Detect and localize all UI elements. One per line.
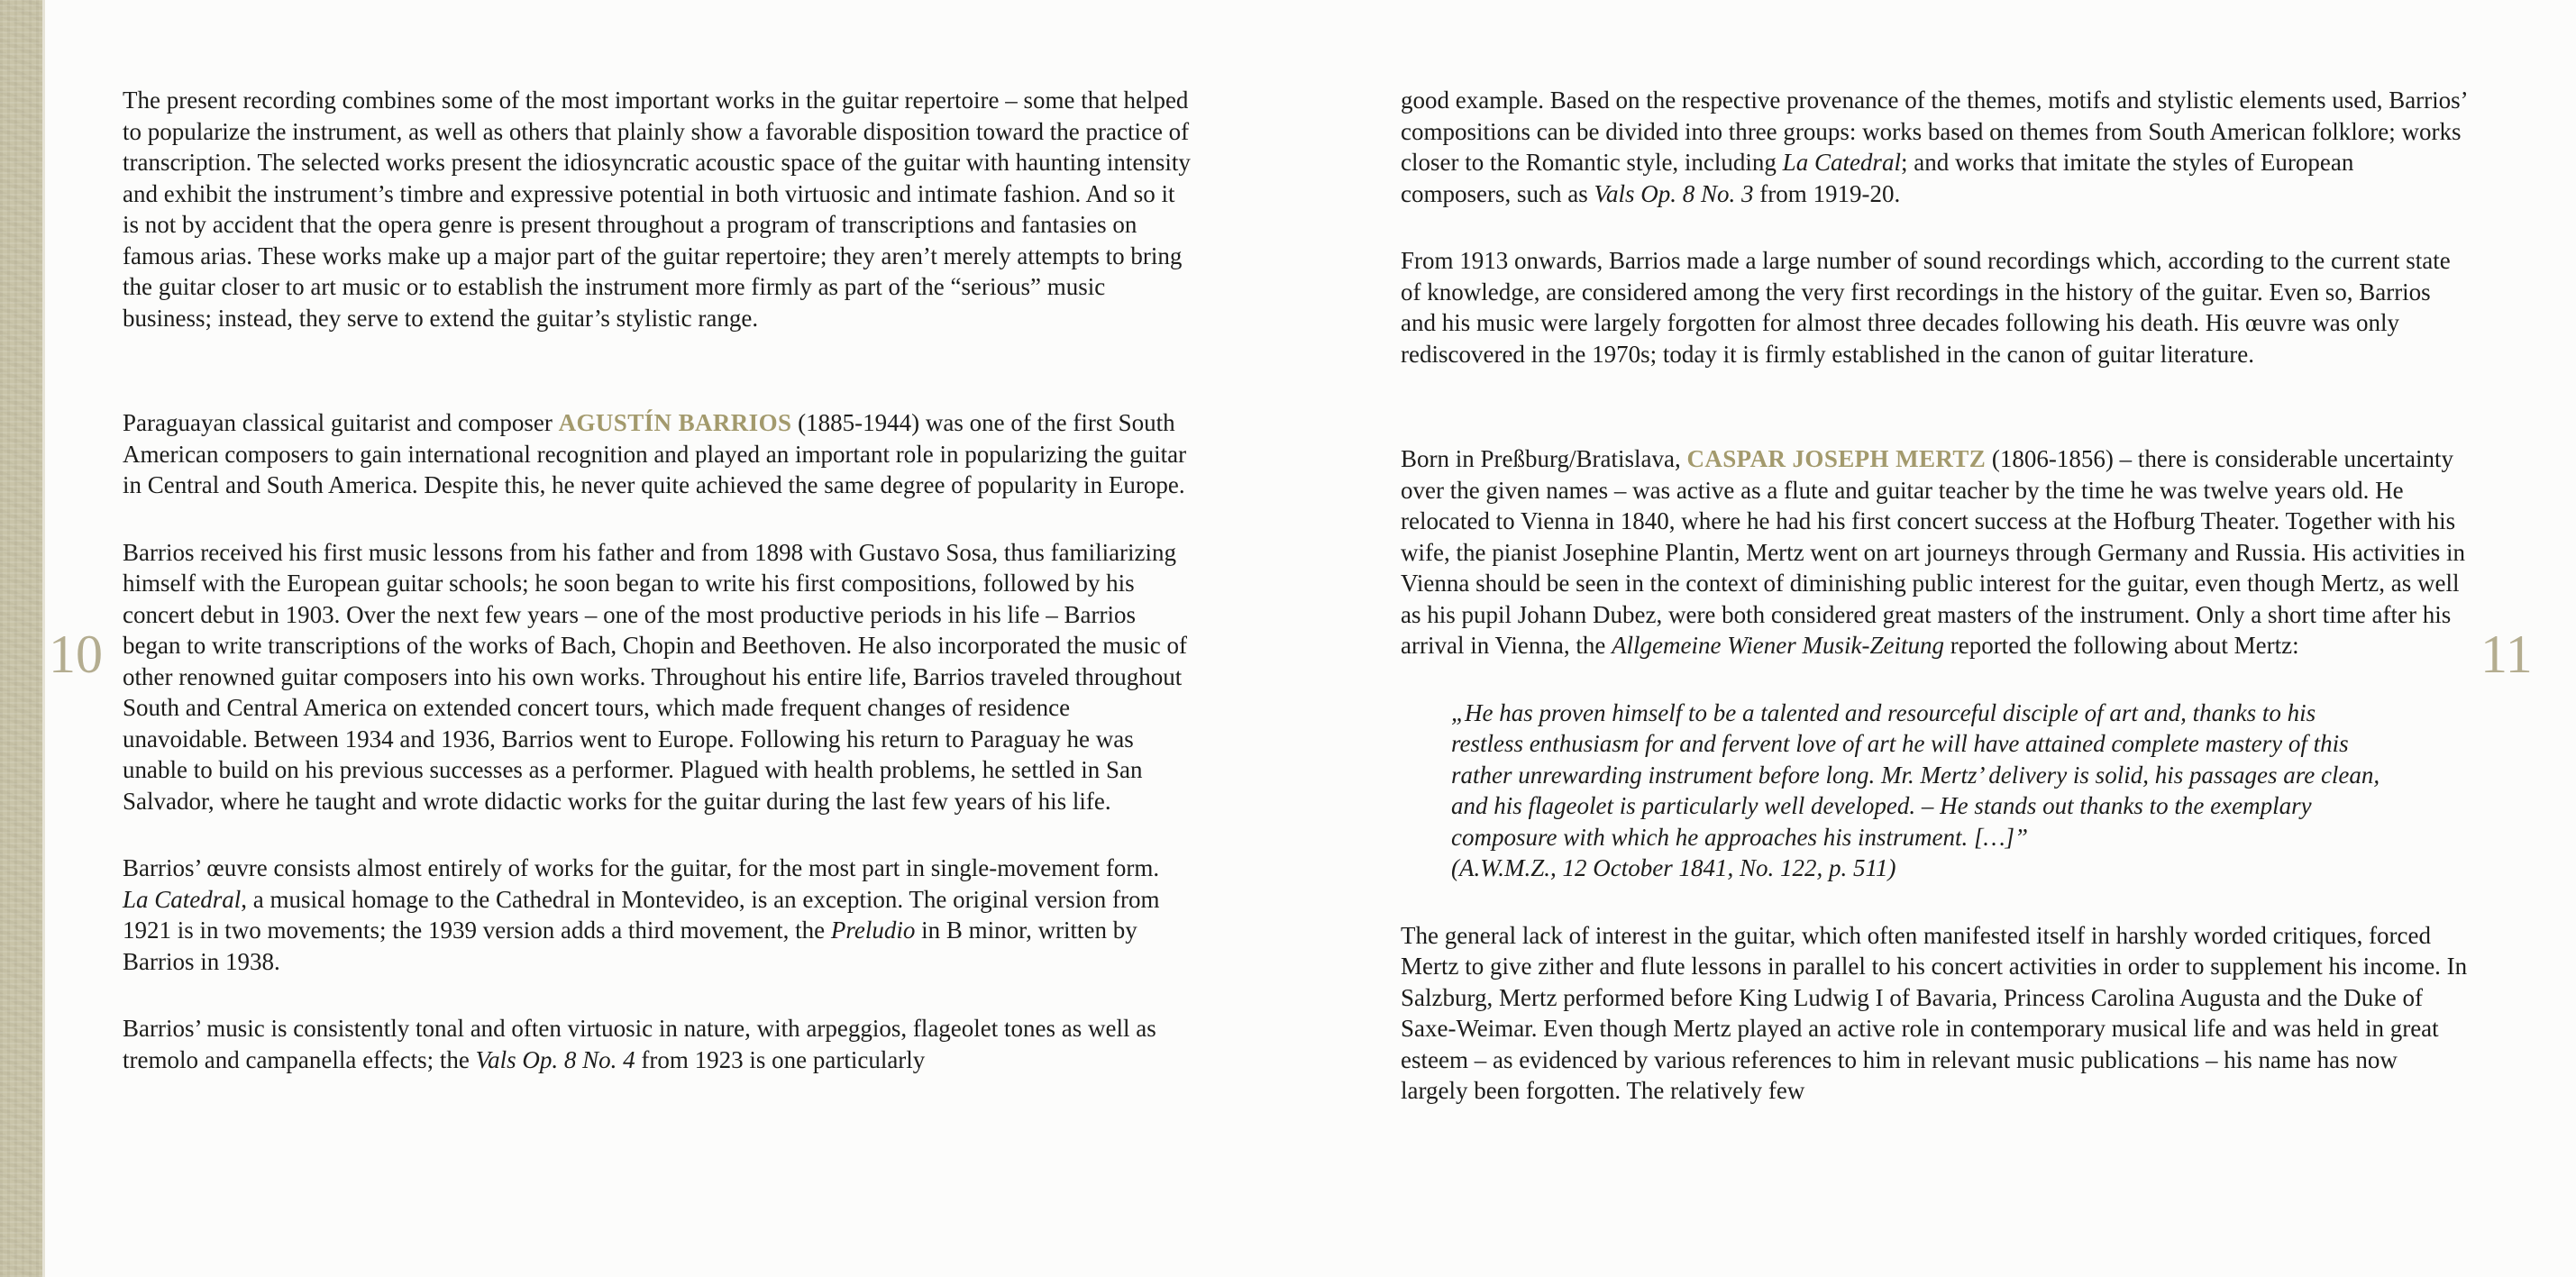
text-run: „He has proven himself to be a talented and resourceful disciple of art and, thanks to his restless enthusiasm for and fervent love of art he will have attained complete mastery of this rather unrewarding instrument before long. Mr. Mertz’ delivery is solid, his passages are clean, and his flageolet is particularly well developed. – He stands out thanks to the exemplary composure with which he approaches his instrument. […]” bbox=[1451, 698, 2380, 851]
text-run: (A.W.M.Z., 12 October 1841, No. 122, p. 511) bbox=[1451, 854, 1896, 881]
composer-name-accent: AGUSTÍN BARRIOS bbox=[558, 409, 792, 436]
text-run: The present recording combines some of the most important works in the guitar repertoire – some that helped to popularize the instrument, as well as others that plainly show a favorable disposition toward the practice of transcription. The selected works present the idiosyncratic acoustic space of the guitar with haunting intensity and exhibit the instrument’s timbre and expressive potential in both virtuosic and intimate fashion. And so it is not by accident that the opera genre is present throughout a program of transcriptions and fantasies on famous arias. These works make up a major part of the guitar repertoire; they aren’t merely attempts to bring the guitar closer to art music or to establish the instrument more firmly as part of the “serious” music business; instead, they serve to extend the guitar’s stylistic range. bbox=[123, 87, 1191, 332]
text-run: Barrios’ music is consistently tonal and often virtuosic in nature, with arpeggios, flageolet tones as well as tremolo and campanella effects; the bbox=[123, 1015, 1156, 1073]
paragraph-recording-intro bbox=[123, 85, 1191, 333]
text-run: from 1919-20. bbox=[1753, 179, 1901, 207]
work-title-italic: La Catedral bbox=[1782, 149, 1901, 176]
text-run: from 1923 is one particularly bbox=[635, 1045, 926, 1073]
work-title-italic: La Catedral bbox=[123, 885, 242, 913]
text-run: (1806-1856) – there is considerable uncertainty over the given names – was active as a flute and guitar teacher by the time he was twelve years old. He relocated to Vienna in 1840, where he had his first concert success at the Hofburg Theater. Together with his wife, the pianist Josephine Plantin, Mertz went on art journeys through Germany and Russia. His activities in Vienna should be seen in the context of diminishing public interest for the guitar, even though Mertz, as well as his pupil Johann Dubez, were both considered great masters of the instrument. Only a short time after his arrival in Vienna, the bbox=[1401, 445, 2466, 659]
text-run: Barrios’ œuvre consists almost entirely of works for the guitar, for the most part in single-movement form. bbox=[123, 854, 1160, 881]
work-title-italic: Preludio bbox=[830, 917, 916, 944]
work-title-italic: Vals Op. 8 No. 3 bbox=[1594, 179, 1754, 207]
work-title-italic: Allgemeine Wiener Musik-Zeitung bbox=[1612, 632, 1944, 659]
text-run: From 1913 onwards, Barrios made a large number of sound recordings which, according to the current state of knowledge, are considered among the very first recordings in the history of the guitar. Even so, Barrios and his music were largely forgotten for almost three decades following his death. His œuvre was only rediscovered in the 1970s; today it is firmly established in the canon of guitar literature. bbox=[1401, 247, 2451, 368]
text-run: reported the following about Mertz: bbox=[1943, 632, 2299, 659]
page-right-text-column bbox=[1401, 85, 2469, 1107]
paragraph-mertz-review-quote bbox=[1451, 698, 2382, 853]
page-left-text-column bbox=[123, 85, 1191, 1075]
text-run: good example. Based on the respective provenance of the themes, motifs and stylistic elements used, Barrios’ compositions can be divided into three groups: works based on themes from South American folklore; works closer to the Romantic style, including bbox=[1401, 87, 2467, 176]
page-number-left: 10 bbox=[49, 625, 103, 684]
text-run: Paraguayan classical guitarist and composer bbox=[123, 409, 559, 436]
paragraph-mertz-introduction bbox=[1401, 443, 2469, 661]
text-run: in B minor, written by Barrios in 1938. bbox=[123, 917, 1137, 975]
spine-strip bbox=[0, 0, 45, 1277]
paragraph-barrios-style bbox=[123, 1013, 1191, 1075]
paragraph-quote-citation bbox=[1451, 853, 2382, 884]
paragraph-mertz-career bbox=[1401, 920, 2469, 1107]
composer-name-accent: CASPAR JOSEPH MERTZ bbox=[1686, 445, 1987, 472]
paragraph-barrios-groups bbox=[1401, 85, 2469, 209]
text-run: The general lack of interest in the guitar, which often manifested itself in harshly worded critiques, forced Mertz to give zither and flute lessons in parallel to his concert activities in order to supplement his income. In Salzburg, Mertz performed before King Ludwig I of Bavaria, Princess Carolina Augusta and the Duke of Saxe-Weimar. Even though Mertz played an active role in contemporary musical life and was held in great esteem – as evidenced by various references to him in relevant music publications – his name has now largely been forgotten. The relatively few bbox=[1401, 921, 2468, 1104]
text-run: (1885-1944) was one of the first South American composers to gain international recognition and played an important role in popularizing the guitar in Central and South America. Despite this, he never quite achieved the same degree of popularity in Europe. bbox=[123, 409, 1187, 498]
work-title-italic: Vals Op. 8 No. 4 bbox=[475, 1045, 635, 1073]
text-run: Born in Preßburg/Bratislava, bbox=[1401, 445, 1687, 472]
text-run: , a musical homage to the Cathedral in Montevideo, is an exception. The original version from 1921 is in two movements; the 1939 version adds a third movement, the bbox=[123, 885, 1160, 944]
page-number-right: 11 bbox=[2480, 625, 2533, 684]
paragraph-barrios-introduction bbox=[123, 407, 1191, 501]
text-run: Barrios received his first music lessons from his father and from 1898 with Gustavo Sosa, thus familiarizing himself with the European guitar schools; he soon began to write his first compositions, followed by his concert debut in 1903. Over the next few years – one of the most productive periods in his life – Barrios began to write transcriptions of the works of Bach, Chopin and Beethoven. He also incorporated the music of other renowned guitar composers into his own works. Throughout his entire life, Barrios traveled throughout South and Central America on extended concert tours, which made frequent changes of residence unavoidable. Between 1934 and 1936, Barrios went to Europe. Following his return to Paraguay he was unable to build on his previous successes as a performer. Plagued with health problems, he settled in San Salvador, where he taught and wrote didactic works for the guitar during the last few years of his life. bbox=[123, 538, 1187, 815]
paragraph-barrios-oeuvre bbox=[123, 853, 1191, 977]
paragraph-barrios-life bbox=[123, 537, 1191, 817]
paragraph-barrios-recordings bbox=[1401, 245, 2469, 369]
text-run: ; and works that imitate the styles of European composers, such as bbox=[1401, 149, 2354, 207]
